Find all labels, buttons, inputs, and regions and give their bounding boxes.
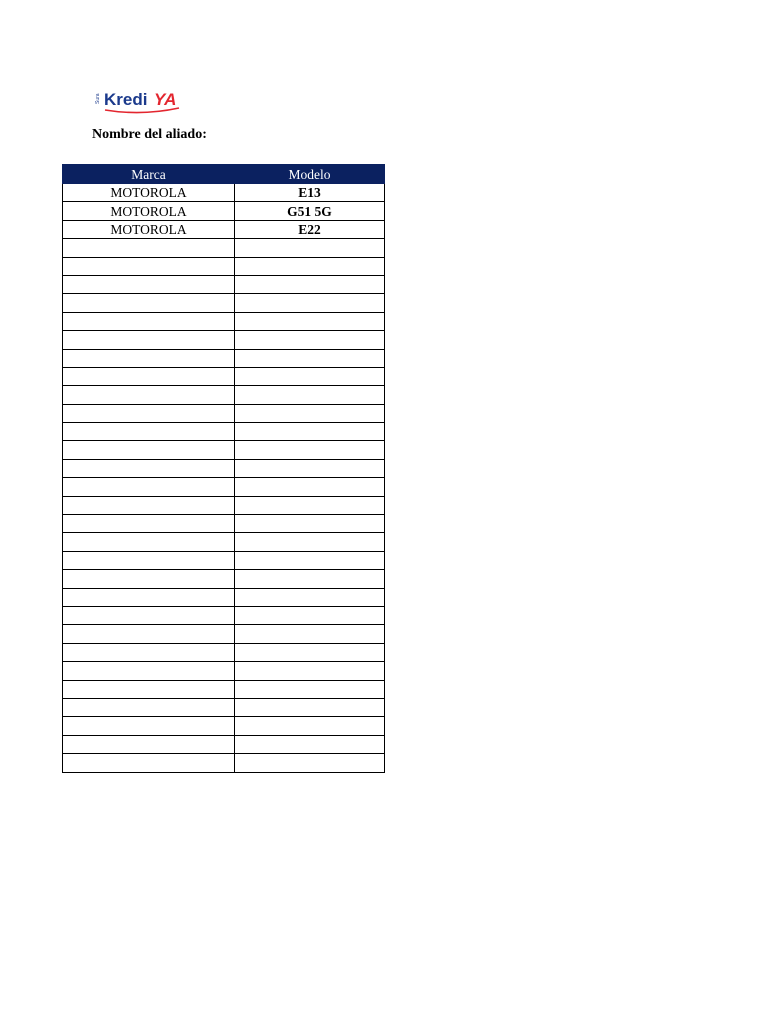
cell-marca[interactable] xyxy=(63,404,235,422)
table-row xyxy=(63,312,385,330)
cell-modelo[interactable] xyxy=(235,478,385,496)
cell-modelo[interactable] xyxy=(235,441,385,459)
cell-modelo[interactable] xyxy=(235,367,385,385)
table-row xyxy=(63,735,385,753)
cell-marca[interactable] xyxy=(63,312,235,330)
cell-modelo[interactable] xyxy=(235,459,385,477)
table-row xyxy=(63,754,385,772)
cell-modelo[interactable] xyxy=(235,294,385,312)
cell-modelo[interactable] xyxy=(235,257,385,275)
cell-modelo[interactable] xyxy=(235,275,385,293)
cell-modelo[interactable] xyxy=(235,717,385,735)
table-body xyxy=(63,184,385,773)
table-row xyxy=(63,478,385,496)
table-row xyxy=(63,257,385,275)
cell-marca[interactable] xyxy=(63,515,235,533)
table-row xyxy=(63,202,385,220)
cell-marca[interactable] xyxy=(63,551,235,569)
table-row xyxy=(63,331,385,349)
cell-modelo[interactable] xyxy=(235,404,385,422)
table-row xyxy=(63,220,385,238)
table-row xyxy=(63,404,385,422)
cell-modelo[interactable] xyxy=(235,588,385,606)
cell-marca[interactable] xyxy=(63,588,235,606)
table-row xyxy=(63,275,385,293)
cell-modelo[interactable] xyxy=(235,662,385,680)
table-row xyxy=(63,459,385,477)
cell-marca[interactable] xyxy=(63,662,235,680)
cell-modelo[interactable] xyxy=(235,606,385,624)
krediya-logo-mark xyxy=(97,86,187,116)
cell-marca[interactable] xyxy=(63,496,235,514)
cell-marca[interactable] xyxy=(63,459,235,477)
table-header-row xyxy=(63,165,385,184)
cell-modelo[interactable] xyxy=(235,625,385,643)
table-row xyxy=(63,680,385,698)
table-row xyxy=(63,533,385,551)
cell-marca[interactable]: MOTOROLA xyxy=(63,220,235,238)
cell-marca[interactable] xyxy=(63,735,235,753)
table-row xyxy=(63,588,385,606)
cell-marca[interactable] xyxy=(63,717,235,735)
cell-modelo[interactable] xyxy=(235,331,385,349)
logo-brand-main: Kredi xyxy=(104,90,148,109)
cell-marca[interactable] xyxy=(63,606,235,624)
table-row xyxy=(63,184,385,202)
cell-marca[interactable]: MOTOROLA xyxy=(63,184,235,202)
logo-small-text: Sura xyxy=(95,93,101,104)
table-row xyxy=(63,441,385,459)
table-row xyxy=(63,717,385,735)
cell-modelo[interactable]: G51 5G xyxy=(235,202,385,220)
cell-marca[interactable] xyxy=(63,441,235,459)
cell-marca[interactable] xyxy=(63,386,235,404)
table-row xyxy=(63,496,385,514)
table-row xyxy=(63,423,385,441)
cell-modelo[interactable]: E13 xyxy=(235,184,385,202)
cell-modelo[interactable] xyxy=(235,423,385,441)
cell-marca[interactable] xyxy=(63,680,235,698)
cell-marca[interactable] xyxy=(63,625,235,643)
cell-marca[interactable] xyxy=(63,275,235,293)
cell-marca[interactable] xyxy=(63,533,235,551)
brand-model-table xyxy=(62,164,385,773)
table-row xyxy=(63,386,385,404)
cell-modelo[interactable] xyxy=(235,515,385,533)
table-row xyxy=(63,698,385,716)
krediya-logo xyxy=(97,86,187,116)
table-row xyxy=(63,349,385,367)
cell-modelo[interactable] xyxy=(235,643,385,661)
cell-marca[interactable] xyxy=(63,570,235,588)
cell-modelo[interactable] xyxy=(235,496,385,514)
cell-marca[interactable] xyxy=(63,423,235,441)
table-row xyxy=(63,606,385,624)
cell-modelo[interactable] xyxy=(235,386,385,404)
cell-modelo[interactable] xyxy=(235,698,385,716)
cell-marca[interactable]: MOTOROLA xyxy=(63,202,235,220)
cell-modelo[interactable] xyxy=(235,349,385,367)
cell-modelo[interactable] xyxy=(235,680,385,698)
cell-marca[interactable] xyxy=(63,331,235,349)
table-row xyxy=(63,367,385,385)
cell-marca[interactable] xyxy=(63,367,235,385)
table-row xyxy=(63,294,385,312)
cell-modelo[interactable] xyxy=(235,735,385,753)
cell-modelo[interactable] xyxy=(235,570,385,588)
logo-brand-accent: YA xyxy=(154,90,177,109)
cell-modelo[interactable]: E22 xyxy=(235,220,385,238)
aliado-label: Nombre del aliado: xyxy=(92,127,207,142)
cell-marca[interactable] xyxy=(63,349,235,367)
cell-modelo[interactable] xyxy=(235,754,385,772)
cell-modelo[interactable] xyxy=(235,551,385,569)
cell-marca[interactable] xyxy=(63,643,235,661)
cell-marca[interactable] xyxy=(63,239,235,257)
cell-marca[interactable] xyxy=(63,294,235,312)
cell-marca[interactable] xyxy=(63,754,235,772)
cell-modelo[interactable] xyxy=(235,239,385,257)
header-modelo: Modelo xyxy=(235,165,385,184)
table-row xyxy=(63,239,385,257)
table-row xyxy=(63,662,385,680)
cell-modelo[interactable] xyxy=(235,533,385,551)
table-row xyxy=(63,625,385,643)
cell-marca[interactable] xyxy=(63,698,235,716)
table-row xyxy=(63,515,385,533)
cell-modelo[interactable] xyxy=(235,312,385,330)
table-row xyxy=(63,643,385,661)
cell-marca[interactable] xyxy=(63,478,235,496)
cell-marca[interactable] xyxy=(63,257,235,275)
header-marca: Marca xyxy=(63,165,235,184)
table-row xyxy=(63,570,385,588)
table-row xyxy=(63,551,385,569)
